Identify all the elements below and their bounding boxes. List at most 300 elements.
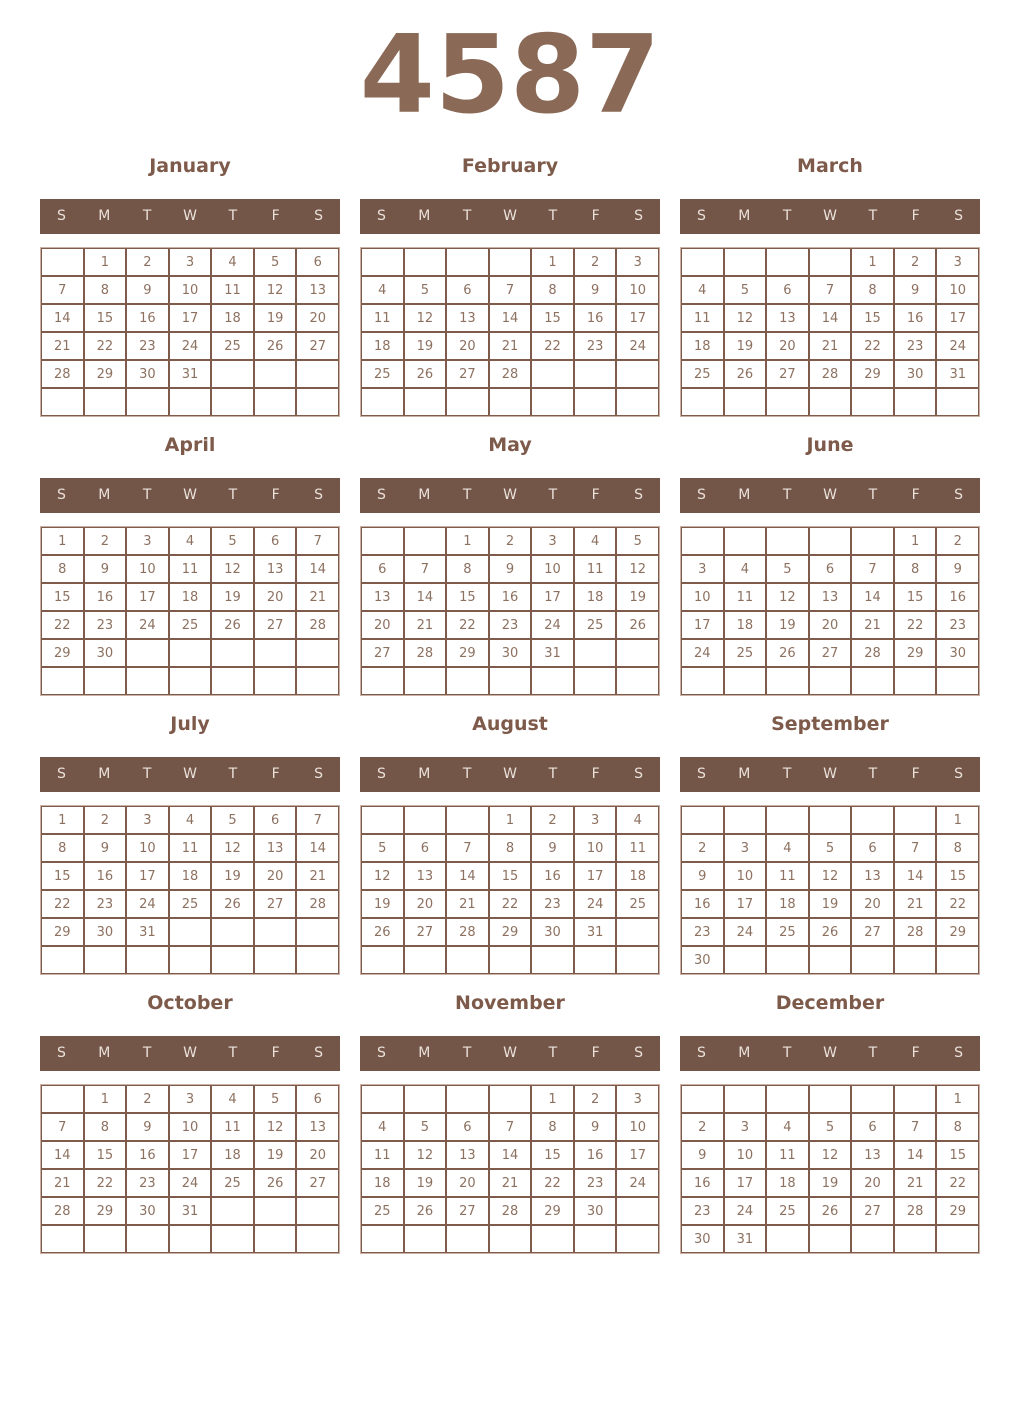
weekday-header-row	[40, 757, 340, 792]
day-cell: 28	[404, 639, 447, 667]
day-cell: 2	[936, 527, 979, 555]
empty-day-cell	[616, 1225, 659, 1253]
day-grid	[360, 526, 660, 696]
day-cell: 23	[894, 332, 937, 360]
day-cell: 16	[84, 583, 127, 611]
day-grid	[40, 526, 340, 696]
day-cell: 12	[766, 583, 809, 611]
empty-day-cell	[574, 388, 617, 416]
day-cell: 26	[766, 639, 809, 667]
empty-day-cell	[404, 388, 447, 416]
day-cell: 2	[489, 527, 532, 555]
day-cell: 9	[126, 276, 169, 304]
day-cell: 28	[489, 1197, 532, 1225]
weekday-header-row	[40, 199, 340, 234]
day-cell: 3	[936, 248, 979, 276]
year-title: 4587	[359, 13, 661, 138]
day-cell: 4	[766, 1113, 809, 1141]
empty-day-cell	[936, 388, 979, 416]
day-cell: 17	[531, 583, 574, 611]
day-cell: 17	[681, 611, 724, 639]
day-cell: 7	[41, 276, 84, 304]
empty-day-cell	[446, 806, 489, 834]
day-cell: 18	[724, 611, 767, 639]
month-title: February	[461, 155, 559, 177]
day-cell: 17	[724, 890, 767, 918]
empty-day-cell	[809, 1225, 852, 1253]
empty-day-cell	[211, 1225, 254, 1253]
empty-day-cell	[41, 946, 84, 974]
day-cell: 2	[574, 248, 617, 276]
day-cell: 11	[766, 862, 809, 890]
day-cell: 25	[211, 1169, 254, 1197]
day-cell: 25	[766, 918, 809, 946]
weekday-label: T	[228, 1045, 238, 1061]
month-title: September	[771, 713, 889, 735]
empty-day-cell	[296, 639, 339, 667]
weekday-label: T	[142, 1045, 152, 1061]
day-cell: 10	[126, 834, 169, 862]
day-cell: 17	[574, 862, 617, 890]
day-cell: 7	[894, 834, 937, 862]
weekday-label: W	[823, 487, 837, 503]
day-cell: 10	[724, 862, 767, 890]
day-cell: 23	[681, 1197, 724, 1225]
day-cell: 29	[84, 1197, 127, 1225]
day-cell: 26	[724, 360, 767, 388]
day-cell: 15	[851, 304, 894, 332]
day-cell: 9	[936, 555, 979, 583]
day-cell: 24	[724, 918, 767, 946]
day-cell: 23	[126, 1169, 169, 1197]
day-cell: 8	[41, 555, 84, 583]
day-cell: 12	[809, 862, 852, 890]
day-cell: 3	[169, 1085, 212, 1113]
day-cell: 21	[41, 332, 84, 360]
weekday-label: M	[98, 487, 111, 503]
day-cell: 1	[489, 806, 532, 834]
day-cell: 6	[851, 834, 894, 862]
empty-day-cell	[724, 388, 767, 416]
empty-day-cell	[254, 1225, 297, 1253]
day-cell: 7	[296, 806, 339, 834]
weekday-label: S	[634, 1045, 644, 1061]
empty-day-cell	[254, 1197, 297, 1225]
empty-day-cell	[766, 527, 809, 555]
month-title: April	[164, 434, 216, 456]
weekday-header-row	[680, 1036, 980, 1071]
empty-day-cell	[404, 946, 447, 974]
empty-day-cell	[809, 1085, 852, 1113]
day-cell: 17	[169, 1141, 212, 1169]
day-cell: 22	[936, 1169, 979, 1197]
day-cell: 1	[41, 527, 84, 555]
empty-day-cell	[724, 248, 767, 276]
weekday-label: T	[142, 487, 152, 503]
day-cell: 21	[894, 890, 937, 918]
empty-day-cell	[851, 1085, 894, 1113]
day-cell: 9	[574, 1113, 617, 1141]
day-cell: 20	[851, 890, 894, 918]
day-cell: 21	[894, 1169, 937, 1197]
month-april	[40, 435, 340, 696]
day-cell: 14	[446, 862, 489, 890]
day-cell: 24	[574, 890, 617, 918]
day-cell: 22	[84, 332, 127, 360]
day-cell: 11	[616, 834, 659, 862]
empty-day-cell	[489, 946, 532, 974]
day-cell: 18	[681, 332, 724, 360]
day-cell: 13	[296, 276, 339, 304]
empty-day-cell	[574, 639, 617, 667]
day-cell: 26	[211, 890, 254, 918]
empty-day-cell	[296, 946, 339, 974]
day-cell: 31	[169, 360, 212, 388]
day-cell: 15	[531, 1141, 574, 1169]
day-cell: 3	[616, 1085, 659, 1113]
day-cell: 19	[254, 1141, 297, 1169]
day-cell: 20	[296, 304, 339, 332]
weekday-label: M	[418, 487, 431, 503]
empty-day-cell	[531, 1225, 574, 1253]
day-cell: 19	[211, 583, 254, 611]
weekday-header-row	[360, 757, 660, 792]
day-cell: 22	[489, 890, 532, 918]
day-cell: 11	[681, 304, 724, 332]
weekday-header-row	[360, 1036, 660, 1071]
day-cell: 11	[211, 1113, 254, 1141]
day-cell: 8	[489, 834, 532, 862]
day-cell: 12	[404, 1141, 447, 1169]
day-cell: 17	[724, 1169, 767, 1197]
weekday-label: S	[56, 208, 66, 224]
weekday-label: S	[314, 1045, 324, 1061]
day-cell: 25	[616, 890, 659, 918]
day-cell: 11	[211, 276, 254, 304]
day-cell: 9	[681, 862, 724, 890]
day-cell: 12	[724, 304, 767, 332]
empty-day-cell	[361, 806, 404, 834]
day-cell: 5	[724, 276, 767, 304]
day-cell: 13	[296, 1113, 339, 1141]
weekday-label: T	[782, 487, 792, 503]
day-cell: 6	[404, 834, 447, 862]
empty-day-cell	[851, 1225, 894, 1253]
day-cell: 14	[41, 1141, 84, 1169]
day-cell: 22	[84, 1169, 127, 1197]
day-cell: 26	[254, 332, 297, 360]
day-cell: 8	[894, 555, 937, 583]
day-cell: 23	[84, 611, 127, 639]
empty-day-cell	[211, 360, 254, 388]
day-cell: 29	[446, 639, 489, 667]
weekday-label: S	[954, 487, 964, 503]
day-cell: 17	[936, 304, 979, 332]
day-cell: 1	[531, 248, 574, 276]
empty-day-cell	[126, 639, 169, 667]
day-grid	[40, 247, 340, 417]
weekday-label: W	[183, 487, 197, 503]
day-cell: 4	[169, 806, 212, 834]
day-cell: 21	[446, 890, 489, 918]
empty-day-cell	[211, 388, 254, 416]
empty-day-cell	[489, 1085, 532, 1113]
weekday-label: S	[954, 1045, 964, 1061]
empty-day-cell	[296, 1197, 339, 1225]
empty-day-cell	[41, 248, 84, 276]
empty-day-cell	[41, 667, 84, 695]
day-cell: 2	[531, 806, 574, 834]
day-grid	[680, 805, 980, 975]
empty-day-cell	[531, 360, 574, 388]
day-cell: 4	[211, 1085, 254, 1113]
weekday-label: T	[782, 1045, 792, 1061]
day-cell: 24	[169, 1169, 212, 1197]
weekday-label: F	[591, 766, 600, 782]
day-cell: 27	[404, 918, 447, 946]
day-cell: 23	[936, 611, 979, 639]
day-cell: 18	[574, 583, 617, 611]
day-cell: 19	[211, 862, 254, 890]
day-cell: 13	[851, 1141, 894, 1169]
month-september	[680, 714, 980, 975]
weekday-label: W	[503, 1045, 517, 1061]
day-cell: 25	[724, 639, 767, 667]
weekday-label: S	[954, 766, 964, 782]
day-cell: 5	[404, 1113, 447, 1141]
weekday-label: W	[503, 208, 517, 224]
day-cell: 24	[169, 332, 212, 360]
empty-day-cell	[851, 388, 894, 416]
empty-day-cell	[766, 388, 809, 416]
day-cell: 20	[446, 1169, 489, 1197]
month-title: May	[488, 434, 532, 456]
weekday-label: F	[911, 1045, 920, 1061]
empty-day-cell	[84, 946, 127, 974]
empty-day-cell	[404, 667, 447, 695]
empty-day-cell	[936, 667, 979, 695]
empty-day-cell	[894, 1085, 937, 1113]
day-cell: 4	[169, 527, 212, 555]
empty-day-cell	[766, 806, 809, 834]
day-cell: 1	[936, 1085, 979, 1113]
day-cell: 18	[361, 1169, 404, 1197]
weekday-label: F	[271, 487, 280, 503]
empty-day-cell	[41, 388, 84, 416]
day-cell: 23	[574, 332, 617, 360]
day-cell: 8	[936, 834, 979, 862]
weekday-label: T	[548, 487, 558, 503]
day-cell: 15	[41, 862, 84, 890]
day-cell: 2	[894, 248, 937, 276]
weekday-label: T	[548, 766, 558, 782]
weekday-label: T	[782, 208, 792, 224]
empty-day-cell	[126, 946, 169, 974]
day-cell: 31	[169, 1197, 212, 1225]
empty-day-cell	[681, 1085, 724, 1113]
month-february	[360, 156, 660, 417]
empty-day-cell	[169, 667, 212, 695]
day-cell: 21	[489, 1169, 532, 1197]
day-cell: 18	[169, 862, 212, 890]
empty-day-cell	[809, 388, 852, 416]
day-cell: 26	[809, 1197, 852, 1225]
weekday-label: M	[738, 487, 751, 503]
day-cell: 26	[404, 1197, 447, 1225]
day-cell: 10	[681, 583, 724, 611]
day-cell: 8	[84, 1113, 127, 1141]
month-october	[40, 993, 340, 1254]
empty-day-cell	[126, 667, 169, 695]
day-cell: 3	[681, 555, 724, 583]
day-cell: 10	[169, 276, 212, 304]
day-cell: 15	[446, 583, 489, 611]
empty-day-cell	[616, 667, 659, 695]
day-cell: 9	[531, 834, 574, 862]
day-cell: 12	[254, 1113, 297, 1141]
empty-day-cell	[724, 806, 767, 834]
empty-day-cell	[489, 667, 532, 695]
empty-day-cell	[296, 360, 339, 388]
day-cell: 19	[254, 304, 297, 332]
day-cell: 30	[681, 946, 724, 974]
day-cell: 26	[404, 360, 447, 388]
weekday-label: T	[462, 208, 472, 224]
day-cell: 30	[126, 360, 169, 388]
empty-day-cell	[616, 946, 659, 974]
day-cell: 30	[574, 1197, 617, 1225]
weekday-label: S	[314, 766, 324, 782]
weekday-label: T	[548, 208, 558, 224]
day-cell: 3	[574, 806, 617, 834]
day-cell: 28	[851, 639, 894, 667]
weekday-label: M	[98, 766, 111, 782]
day-cell: 14	[851, 583, 894, 611]
day-cell: 16	[936, 583, 979, 611]
day-cell: 5	[616, 527, 659, 555]
day-cell: 18	[211, 304, 254, 332]
weekday-label: S	[376, 208, 386, 224]
weekday-label: T	[228, 766, 238, 782]
empty-day-cell	[724, 946, 767, 974]
day-cell: 5	[254, 1085, 297, 1113]
empty-day-cell	[531, 667, 574, 695]
empty-day-cell	[169, 946, 212, 974]
day-cell: 24	[531, 611, 574, 639]
day-cell: 19	[809, 1169, 852, 1197]
day-cell: 17	[616, 1141, 659, 1169]
empty-day-cell	[616, 1197, 659, 1225]
day-cell: 5	[404, 276, 447, 304]
month-january	[40, 156, 340, 417]
day-cell: 18	[616, 862, 659, 890]
weekday-label: S	[634, 208, 644, 224]
day-cell: 24	[616, 1169, 659, 1197]
day-cell: 11	[766, 1141, 809, 1169]
weekday-label: T	[228, 487, 238, 503]
weekday-label: T	[228, 208, 238, 224]
day-cell: 4	[574, 527, 617, 555]
month-title: March	[797, 155, 863, 177]
weekday-label: F	[591, 1045, 600, 1061]
empty-day-cell	[254, 918, 297, 946]
day-cell: 4	[361, 276, 404, 304]
empty-day-cell	[446, 248, 489, 276]
day-cell: 21	[296, 862, 339, 890]
day-cell: 10	[724, 1141, 767, 1169]
day-cell: 12	[361, 862, 404, 890]
empty-day-cell	[809, 667, 852, 695]
weekday-label: W	[183, 208, 197, 224]
day-cell: 15	[936, 1141, 979, 1169]
day-cell: 2	[126, 248, 169, 276]
weekday-label: W	[183, 766, 197, 782]
weekday-label: W	[183, 1045, 197, 1061]
day-cell: 28	[296, 611, 339, 639]
day-cell: 27	[851, 1197, 894, 1225]
day-cell: 1	[41, 806, 84, 834]
weekday-label: S	[696, 208, 706, 224]
day-grid	[40, 805, 340, 975]
day-cell: 13	[766, 304, 809, 332]
empty-day-cell	[894, 1225, 937, 1253]
empty-day-cell	[766, 667, 809, 695]
day-cell: 16	[126, 304, 169, 332]
day-cell: 2	[681, 834, 724, 862]
day-cell: 12	[254, 276, 297, 304]
weekday-label: S	[634, 766, 644, 782]
day-cell: 19	[766, 611, 809, 639]
day-grid	[360, 1084, 660, 1254]
day-cell: 14	[894, 1141, 937, 1169]
day-cell: 24	[936, 332, 979, 360]
day-cell: 8	[531, 276, 574, 304]
day-cell: 8	[84, 276, 127, 304]
day-cell: 8	[41, 834, 84, 862]
day-cell: 19	[724, 332, 767, 360]
day-cell: 17	[616, 304, 659, 332]
month-march	[680, 156, 980, 417]
day-cell: 20	[254, 862, 297, 890]
day-cell: 30	[84, 918, 127, 946]
day-cell: 1	[851, 248, 894, 276]
weekday-label: T	[142, 208, 152, 224]
day-cell: 30	[894, 360, 937, 388]
month-july	[40, 714, 340, 975]
day-grid	[360, 247, 660, 417]
day-cell: 10	[616, 1113, 659, 1141]
empty-day-cell	[211, 1197, 254, 1225]
empty-day-cell	[489, 388, 532, 416]
day-cell: 19	[809, 890, 852, 918]
day-cell: 26	[809, 918, 852, 946]
empty-day-cell	[766, 1225, 809, 1253]
day-cell: 12	[404, 304, 447, 332]
day-cell: 20	[766, 332, 809, 360]
day-cell: 16	[894, 304, 937, 332]
day-cell: 1	[84, 1085, 127, 1113]
weekday-label: F	[271, 1045, 280, 1061]
day-cell: 5	[766, 555, 809, 583]
weekday-label: S	[376, 766, 386, 782]
day-cell: 27	[361, 639, 404, 667]
day-cell: 3	[126, 806, 169, 834]
day-cell: 9	[489, 555, 532, 583]
weekday-label: M	[418, 208, 431, 224]
day-cell: 17	[126, 583, 169, 611]
day-cell: 30	[126, 1197, 169, 1225]
day-cell: 19	[404, 1169, 447, 1197]
